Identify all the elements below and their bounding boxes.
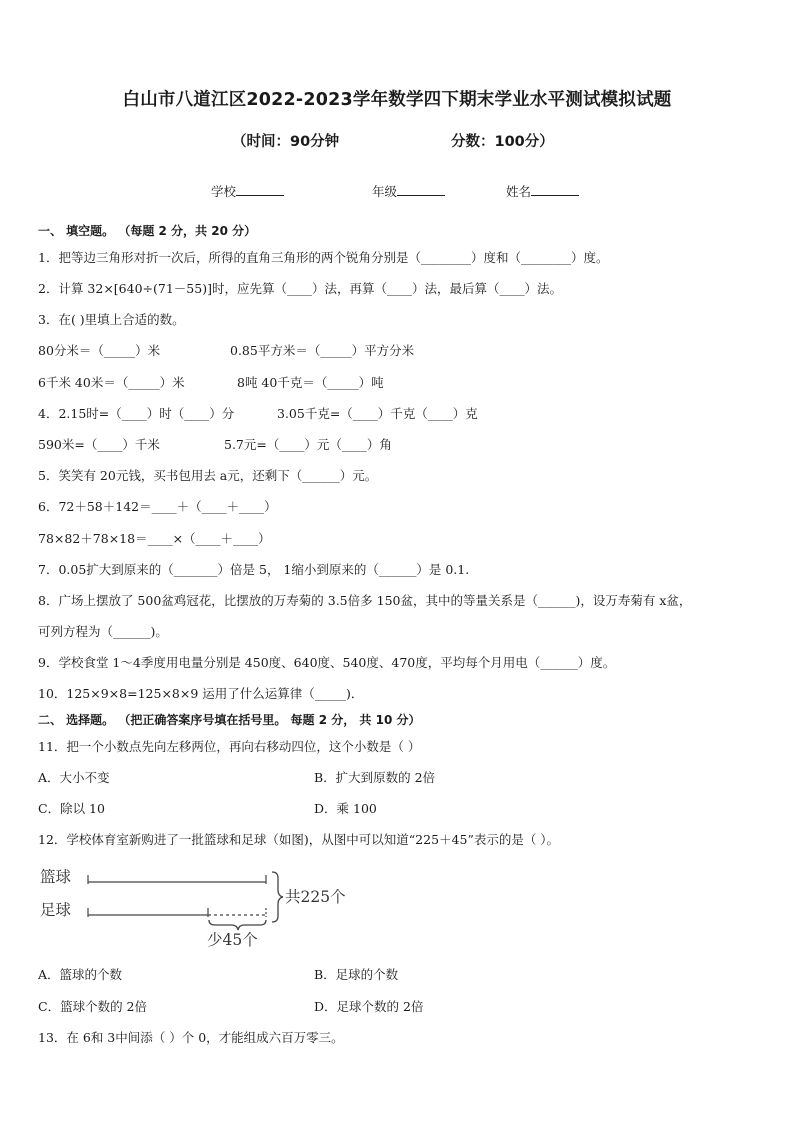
question-7: 7．0.05扩大到原来的（_______）倍是 5， 1缩小到原来的（______）是 0.1. [38,562,470,577]
q12-option-d[interactable]: D．足球个数的 2倍 [314,999,424,1014]
q11-option-d[interactable]: D．乘 100 [314,801,377,816]
grade-field [372,182,445,200]
question-4-item-a: 4．2.15时=（____）时（____）分 [38,406,235,421]
question-4-item-d: 5.7元=（____）元（____）角 [224,437,392,452]
q12-option-c[interactable]: C．篮球个数的 2倍 [38,999,147,1014]
school-field [211,182,284,200]
q11-option-c[interactable]: C．除以 10 [38,801,105,816]
total-label: 共225个 [285,888,346,906]
name-input-line[interactable] [531,184,579,196]
grade-label: 年级 [372,184,398,199]
question-3: 3．在( )里填上合适的数。 [38,312,185,327]
question-8-continued: 可列方程为（______)。 [38,624,168,639]
question-4-item-c: 590米=（____）千米 [38,437,160,452]
name-label: 姓名 [506,184,532,199]
question-6-a: 6．72＋58＋142＝____＋（____＋____） [38,499,277,514]
question-2: 2．计算 32×[640÷(71－55)]时，应先算（____）法，再算（____）法，最后算（____）法。 [38,281,562,296]
question-9: 9．学校食堂 1～4季度用电量分别是 450度、640度、540度、470度，平均每个月用电（______）度。 [38,655,616,670]
q11-option-a[interactable]: A．大小不变 [38,770,110,785]
question-3-item-d: 8吨 40千克＝（_____）吨 [237,375,384,390]
name-field [506,182,579,200]
question-4-item-b: 3.05千克=（____）千克（____）克 [277,406,478,421]
difference-brace [209,920,266,930]
basketball-label: 篮球 [40,868,72,886]
grade-input-line[interactable] [397,184,445,196]
school-label: 学校 [211,184,237,199]
score-info: 分数：100分） [451,134,554,150]
question-1: 1．把等边三角形对折一次后，所得的直角三角形的两个锐角分别是（________）度和（________）度。 [38,250,609,265]
question-3-item-c: 6千米 40米＝（_____）米 [38,375,185,390]
less-label: 少45个 [207,931,258,949]
question-11: 11．把一个小数点先向左移两位，再向右移动四位，这个小数是（ ） [38,739,421,754]
question-10: 10．125×9×8=125×8×9 运用了什么运算律（_____)． [38,686,364,701]
ball-comparison-diagram [34,862,374,952]
question-3-item-b: 0.85平方米＝（_____）平方分米 [230,343,415,358]
question-12: 12．学校体育室新购进了一批篮球和足球（如图)，从图中可以知道“225＋45”表示的是（ ）。 [38,832,560,847]
football-label: 足球 [40,901,72,919]
question-6-b: 78×82＋78×18＝____×（____＋____） [38,531,271,546]
question-3-item-a: 80分米＝（_____）米 [38,343,161,358]
q12-option-b[interactable]: B．足球的个数 [314,967,399,982]
question-8: 8．广场上摆放了 500盆鸡冠花，比摆放的万寿菊的 3.5倍多 150盆，其中的等量关系是（______)，设万寿菊有 x盆， [38,593,692,608]
q11-option-b[interactable]: B．扩大到原数的 2倍 [314,770,436,785]
section-1-heading: 一、 填空题。 （每题 2 分，共 20 分） [38,224,257,238]
school-input-line[interactable] [236,184,284,196]
time-info: （时间：90分钟 [232,134,340,150]
q12-option-a[interactable]: A．篮球的个数 [38,967,123,982]
question-5: 5．笑笑有 20元钱，买书包用去 a元，还剩下（______）元。 [38,468,378,483]
total-brace [272,872,283,922]
question-13: 13．在 6和 3中间添（ ）个 0，才能组成六百万零三。 [38,1030,344,1045]
page-title: 白山市八道江区2022-2023学年数学四下期末学业水平测试模拟试题 [122,90,672,110]
section-2-heading: 二、 选择题。 （把正确答案序号填在括号里。 每题 2 分， 共 10 分） [38,713,421,727]
